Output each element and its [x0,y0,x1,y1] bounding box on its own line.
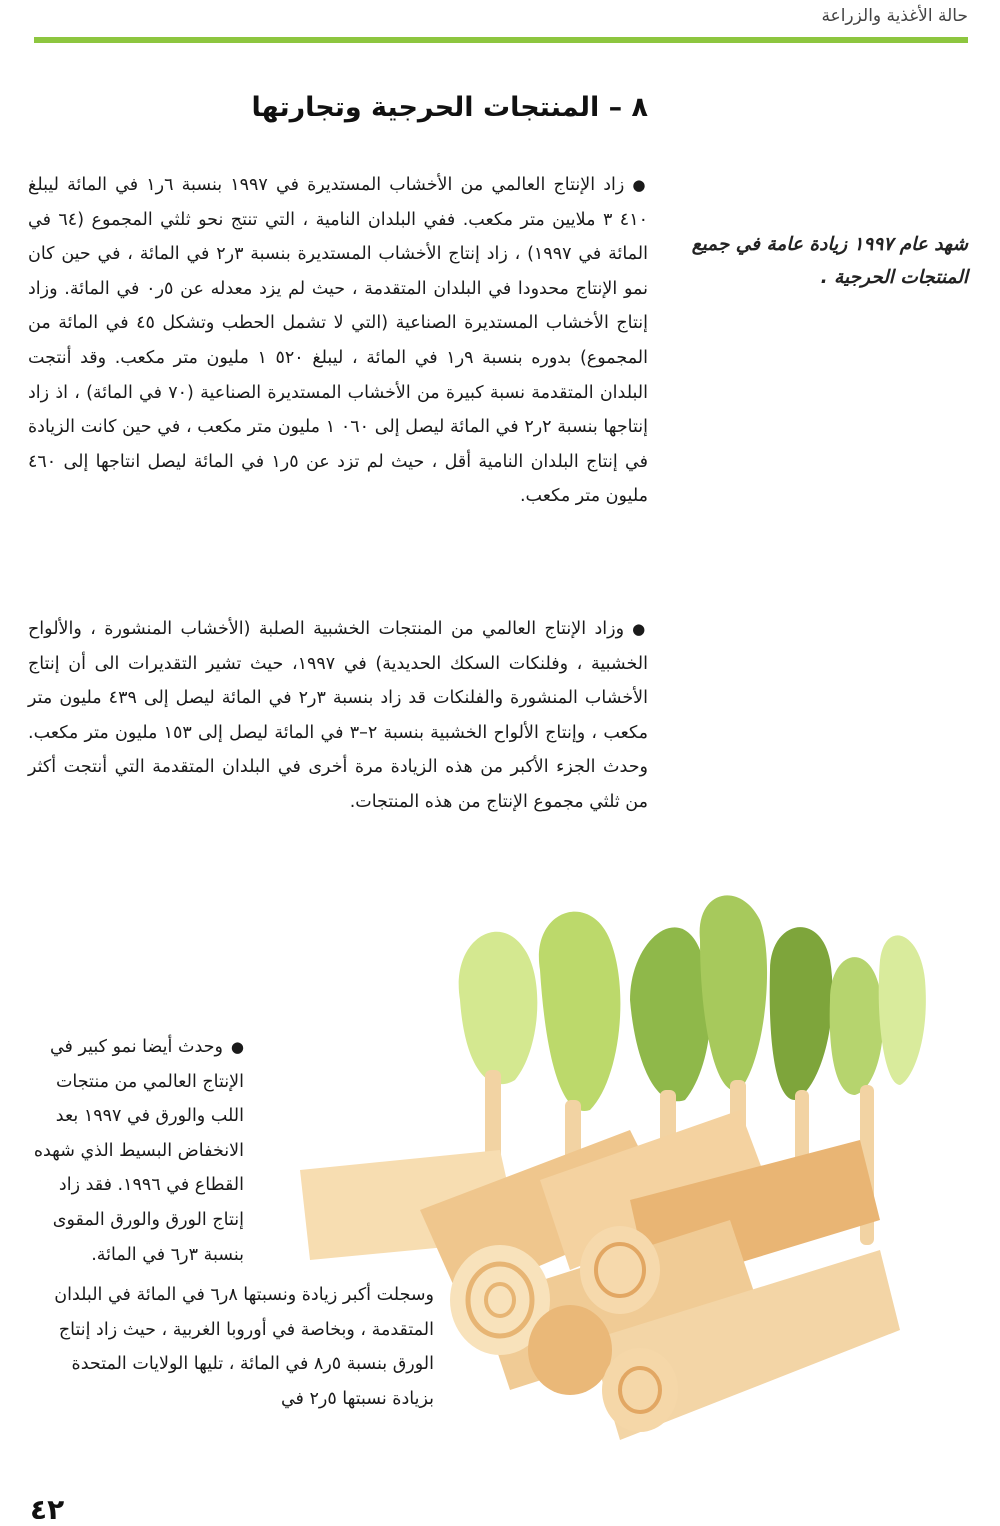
paragraph-pulp-paper [29,1030,244,1272]
bullet-icon: ● [632,620,648,638]
margin-note: شهد عام ١٩٩٧ زيادة عامة في جميع المنتجات الحرجية . [691,234,968,288]
paragraph-3-text: وحدث أيضا نمو كبير في الإنتاج العالمي من منتجات اللب والورق في ١٩٩٧ بعد الانخفاض البسيط الذي شهده القطاع في ١٩٩٦. فقد زاد إنتاج الورق والورق المقوى بنسبة ٣ر٦ في المائة. [33,1037,244,1265]
page-number: ٤٢ [30,1493,65,1526]
forest-logs-illustration [300,880,990,1480]
paragraph-round-wood [28,168,648,514]
tree-canopies-icon [459,895,926,1111]
bullet-icon: ● [230,1038,244,1056]
header-rule [34,37,968,43]
paragraph-solid-wood [28,612,648,820]
paragraph-2-text: وزاد الإنتاج العالمي من المنتجات الخشبية الصلبة (الأخشاب المنشورة ، والألواح الخشبية ، وفلنكات السكك الحديدية) في ١٩٩٧، حيث تشير التقديرات الى أن إنتاج الأخشاب المنشورة والفلنكات قد زاد بنسبة ٣ر٢ في المائة ليصل إلى ٤٣٩ مليون متر مكعب ، وإنتاج الألواح الخشبية بنسبة ٢–٣ في المائة ليصل إلى ١٥٣ مليون متر مكعب. وحدث الجزء الأكبر من هذه الزيادة مرة أخرى في البلدان المتقدمة التي أنتجت أكثر من ثلثي مجموع الإنتاج من هذه المنتجات. [28,619,649,812]
running-head: حالة الأغذية والزراعة [821,6,968,26]
log-pile-icon [300,1110,900,1440]
paragraph-regional-growth: وسجلت أكبر زيادة ونسبتها ٨ر٦ في المائة في البلدان المتقدمة ، وبخاصة في أوروبا الغربية ، حيث زاد إنتاج الورق بنسبة ٥ر٨ في المائة ، تليها الولايات المتحدة بزيادة نسبتها ٥ر٢ في [54,1285,434,1409]
section-title: ٨ – المنتجات الحرجية وتجارتها [251,92,648,123]
bullet-icon: ● [632,176,649,194]
paragraph-1-text: زاد الإنتاج العالمي من الأخشاب المستديرة في ١٩٩٧ بنسبة ٦ر١ في المائة ليبلغ ٤١٠ ٣ ملايين متر مكعب. ففي البلدان النامية ، التي تنتج نحو ثلثي المجموع (٦٤ في المائة في ١٩٩٧) ، زاد إنتاج الأخشاب المستديرة بنسبة ٣ر٢ في المائة ، في حين كان نمو الإنتاج محدودا في البلدان المتقدمة ، حيث لم يزد معدله عن ٥ر٠ في المائة. وزاد إنتاج الأخشاب المستديرة الصناعية (التي لا تشمل الحطب وتشكل ٤٥ في المائة من المجموع) بدوره بنسبة ٩ر١ في المائة ، ليبلغ ٥٢٠ ١ مليون متر مكعب. وقد أنتجت البلدان المتقدمة نسبة كبيرة من الأخشاب المستديرة الصناعية (٧٠ في المائة) ، اذ زاد إنتاجها بنسبة ٢ر٢ في المائة ليصل إلى ٠٦٠ ١ مليون متر مكعب ، في حين كانت الزيادة في إنتاج البلدان النامية أقل ، حيث لم تزد عن ٥ر١ في المائة ليصل انتاجها إلى ٤٦٠ مليون متر مكعب. [28,175,649,507]
